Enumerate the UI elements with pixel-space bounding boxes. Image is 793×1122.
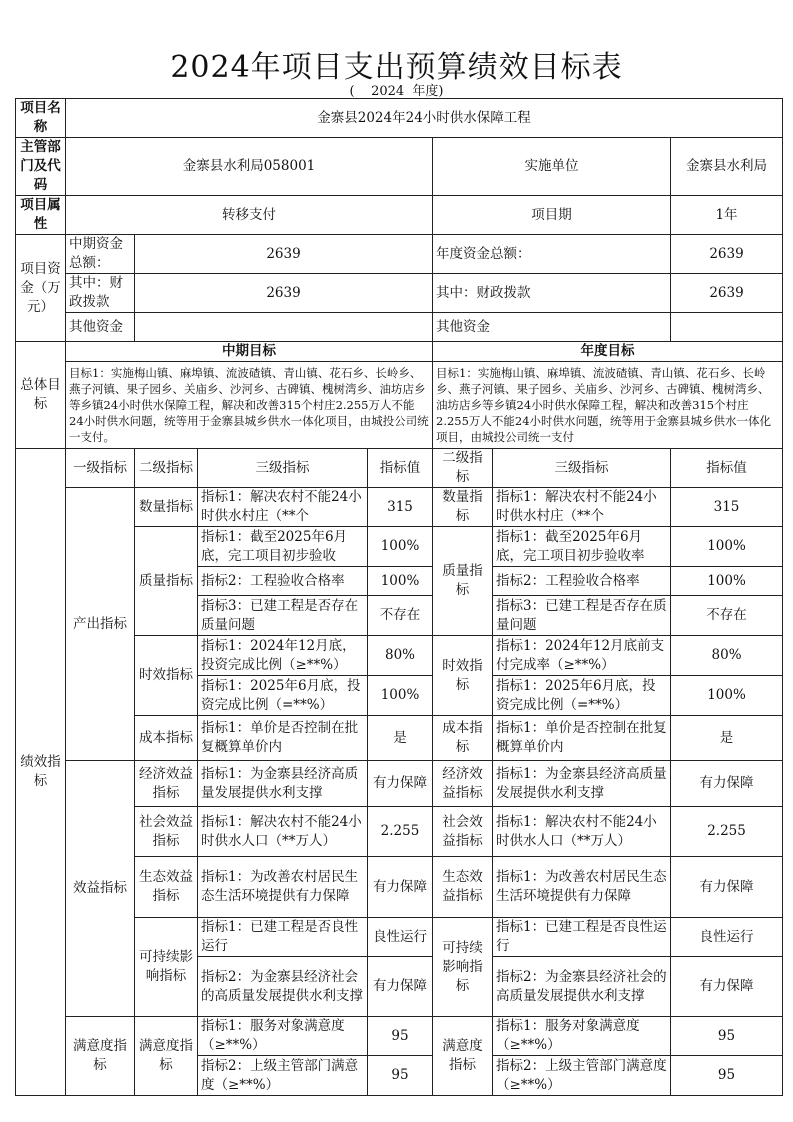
benefit-indicator-label: 效益指标 (66, 761, 135, 1017)
mid-indicator: 指标2：上级主管部门满意度（≥**%） (198, 1056, 368, 1096)
quality-label-year: 质量指标 (433, 527, 493, 636)
timeliness-label: 时效指标 (135, 636, 198, 716)
output-indicator-label: 产出指标 (66, 488, 135, 761)
year-indicator-value: 良性运行 (671, 918, 783, 957)
year-indicator-value: 有力保障 (671, 857, 783, 918)
mid-goal-header: 中期目标 (66, 342, 433, 362)
mid-indicator-value: 有力保障 (368, 957, 433, 1017)
mid-indicator: 指标1：截至2025年6月底，完工项目初步验收 (198, 527, 368, 567)
mid-indicator-value: 是 (368, 716, 433, 761)
year-indicator-value: 80% (671, 636, 783, 676)
year-indicator: 指标3：已建工程是否存在质量问题 (493, 596, 671, 636)
economic-label-year: 经济效益指标 (433, 761, 493, 807)
attr-label: 项目属性 (16, 196, 66, 235)
mid-indicator: 指标2：为金寨县经济社会的高质量发展提供水利支撑 (198, 957, 368, 1017)
page-subtitle (0, 80, 793, 99)
year-goal-header: 年度目标 (433, 342, 783, 362)
period-label: 项目期 (433, 196, 671, 235)
year-indicator-value: 95 (671, 1017, 783, 1056)
impl-unit-label: 实施单位 (433, 138, 671, 196)
mid-indicator: 指标1：单价是否控制在批复概算单价内 (198, 716, 368, 761)
year-indicator: 指标1：为改善农村居民生态生活环境提供有力保障 (493, 857, 671, 918)
satisfaction-indicator-label: 满意度指标 (66, 1017, 135, 1096)
year-label: ( 2024 年度) (349, 84, 444, 99)
year-indicator-value: 100% (671, 567, 783, 596)
year-total-label: 年度资金总额： (433, 235, 671, 274)
year-indicator: 指标2：为金寨县经济社会的高质量发展提供水利支撑 (493, 957, 671, 1017)
mid-total-label: 中期资金总额： (66, 235, 135, 274)
year-indicator-value: 有力保障 (671, 761, 783, 807)
mid-indicator: 指标1：服务对象满意度（≥**%） (198, 1017, 368, 1056)
mid-indicator-value: 100% (368, 567, 433, 596)
overall-goal-label: 总体目标 (16, 342, 66, 449)
funds-label: 项目资金（万元） (16, 235, 66, 342)
year-indicator: 指标2：上级主管部门满意度（≥**%） (493, 1056, 671, 1096)
ecological-label-year: 生态效益指标 (433, 857, 493, 918)
table-row (16, 488, 783, 527)
project-name-value: 金寨县2024年24小时供水保障工程 (66, 99, 783, 138)
mid-indicator: 指标3：已建工程是否存在质量问题 (198, 596, 368, 636)
dept-label: 主管部门及代码 (16, 138, 66, 196)
year-fiscal-label: 其中：财政拨款 (433, 274, 671, 313)
quantity-label-year: 数量指标 (433, 488, 493, 527)
year-indicator-value: 2.255 (671, 807, 783, 857)
mid-indicator-value: 315 (368, 488, 433, 527)
col-level2-header-year: 二级指标 (433, 449, 493, 488)
year-indicator-value: 不存在 (671, 596, 783, 636)
col-value-header: 指标值 (368, 449, 433, 488)
year-indicator-value: 100% (671, 527, 783, 567)
col-level1-header: 一级指标 (66, 449, 135, 488)
mid-indicator-value: 100% (368, 527, 433, 567)
year-indicator-value: 100% (671, 676, 783, 716)
year-indicator: 指标1：解决农村不能24小时供水村庄（**个 (493, 488, 671, 527)
impl-unit-value: 金寨县水利局 (671, 138, 783, 196)
mid-indicator: 指标1：为金寨县经济高质量发展提供水利支撑 (198, 761, 368, 807)
mid-indicator: 指标1：2025年6月底，投资完成比例（=**%） (198, 676, 368, 716)
mid-fiscal-label: 其中：财政拨款 (66, 274, 135, 313)
mid-indicator-value: 2.255 (368, 807, 433, 857)
year-indicator: 指标1：服务对象满意度（≥**%） (493, 1017, 671, 1056)
year-other-label: 其他资金 (433, 313, 671, 342)
mid-indicator-value: 95 (368, 1056, 433, 1096)
col-value-header-year: 指标值 (671, 449, 783, 488)
col-level3-header-year: 三级指标 (493, 449, 671, 488)
year-indicator: 指标1：已建工程是否良性运行 (493, 918, 671, 957)
social-label: 社会效益指标 (135, 807, 198, 857)
table-row (16, 761, 783, 807)
mid-fiscal-value: 2639 (135, 274, 433, 313)
sustainable-label: 可持续影响指标 (135, 918, 198, 1017)
quality-label: 质量指标 (135, 527, 198, 636)
year-indicator-value: 95 (671, 1056, 783, 1096)
page-title: 2024年项目支出预算绩效目标表 (170, 50, 623, 85)
mid-indicator-value: 80% (368, 636, 433, 676)
year-indicator-value: 315 (671, 488, 783, 527)
mid-other-label: 其他资金 (66, 313, 135, 342)
year-indicator: 指标1：2024年12月底前支付完成率（≥**%） (493, 636, 671, 676)
attr-value: 转移支付 (66, 196, 433, 235)
satisfaction-sub-label: 满意度指标 (135, 1017, 198, 1096)
mid-indicator-value: 100% (368, 676, 433, 716)
performance-table (15, 98, 783, 1096)
satisfaction-sub-label-year: 满意度指标 (433, 1017, 493, 1096)
mid-goal-text: 目标1：实施梅山镇、麻埠镇、流波碴镇、青山镇、花石乡、长岭乡、燕子河镇、果子园乡、关庙乡、沙河乡、古碑镇、槐树湾乡、油坊店乡等乡镇24小时供水保障工程，解决和改善315个村庄2.255万人不能24小时供水问题，统等用于金寨县城乡供水一体化项目，由城投公司统一支付。 (66, 362, 433, 449)
project-name-label: 项目名称 (16, 99, 66, 138)
dept-value: 金寨县水利局058001 (66, 138, 433, 196)
mid-indicator-value: 有力保障 (368, 857, 433, 918)
year-indicator: 指标1：2025年6月底，投资完成比例（=**%） (493, 676, 671, 716)
year-indicator: 指标1：截至2025年6月底，完工项目初步验收率 (493, 527, 671, 567)
mid-indicator: 指标1：解决农村不能24小时供水人口（**万人） (198, 807, 368, 857)
performance-indicator-label: 绩效指标 (16, 449, 66, 1096)
year-fiscal-value: 2639 (671, 274, 783, 313)
mid-indicator-value: 良性运行 (368, 918, 433, 957)
ecological-label: 生态效益指标 (135, 857, 198, 918)
table-row (16, 1017, 783, 1056)
mid-indicator-value: 有力保障 (368, 761, 433, 807)
year-indicator: 指标1：解决农村不能24小时供水人口（**万人） (493, 807, 671, 857)
cost-label-year: 成本指标 (433, 716, 493, 761)
mid-indicator: 指标1：2024年12月底，投资完成比例（≥**%） (198, 636, 368, 676)
economic-label: 经济效益指标 (135, 761, 198, 807)
mid-indicator: 指标1：为改善农村居民生态生活环境提供有力保障 (198, 857, 368, 918)
mid-indicator: 指标1：解决农村不能24小时供水村庄（**个 (198, 488, 368, 527)
social-label-year: 社会效益指标 (433, 807, 493, 857)
mid-indicator-value: 95 (368, 1017, 433, 1056)
quantity-label: 数量指标 (135, 488, 198, 527)
year-indicator: 指标2：工程验收合格率 (493, 567, 671, 596)
mid-indicator-value: 不存在 (368, 596, 433, 636)
period-value: 1年 (671, 196, 783, 235)
cost-label: 成本指标 (135, 716, 198, 761)
mid-indicator: 指标1：已建工程是否良性运行 (198, 918, 368, 957)
year-indicator: 指标1：为金寨县经济高质量发展提供水利支撑 (493, 761, 671, 807)
mid-total-value: 2639 (135, 235, 433, 274)
year-indicator: 指标1：单价是否控制在批复概算单价内 (493, 716, 671, 761)
year-indicator-value: 有力保障 (671, 957, 783, 1017)
col-level2-header: 二级指标 (135, 449, 198, 488)
year-indicator-value: 是 (671, 716, 783, 761)
year-other-value (671, 313, 783, 342)
year-total-value: 2639 (671, 235, 783, 274)
mid-indicator: 指标2：工程验收合格率 (198, 567, 368, 596)
col-level3-header: 三级指标 (198, 449, 368, 488)
year-goal-text: 目标1：实施梅山镇、麻埠镇、流波碴镇、青山镇、花石乡、长岭乡、燕子河镇、果子园乡、关庙乡、沙河乡、古碑镇、槐树湾乡、油坊店乡等乡镇24小时供水保障工程，解决和改善315个村庄2.255万人不能24小时供水问题，统等用于金寨县城乡供水一体化项目，由城投公司统一支付 (433, 362, 783, 449)
mid-other-value (135, 313, 433, 342)
sustainable-label-year: 可持续影响指标 (433, 918, 493, 1017)
timeliness-label-year: 时效指标 (433, 636, 493, 716)
